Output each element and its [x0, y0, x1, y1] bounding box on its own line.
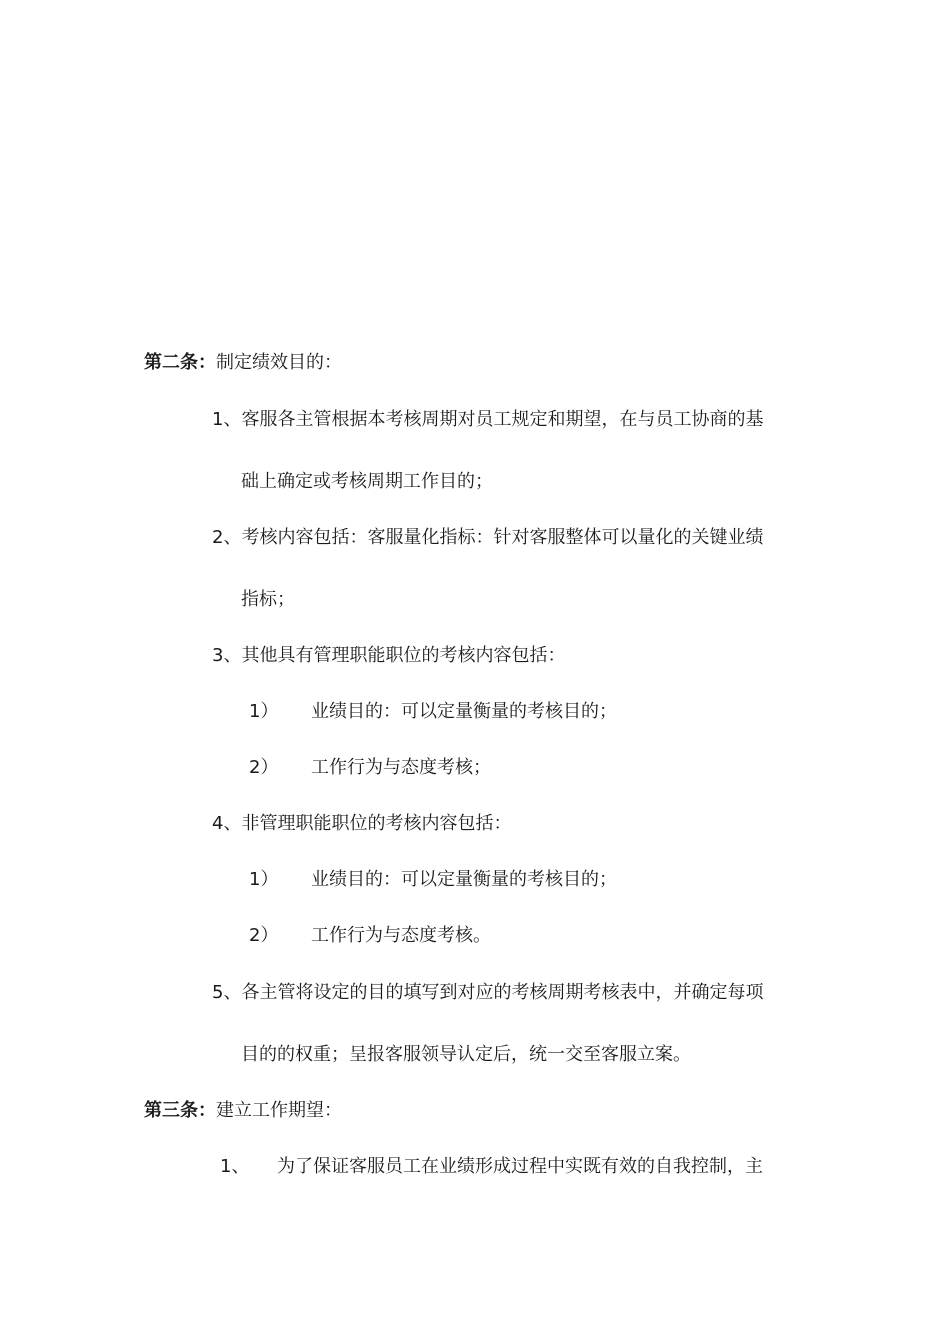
sub-list-item-number: 1）	[249, 701, 279, 722]
list-item-number: 4、	[212, 813, 242, 834]
sub-list-item-text: 工作行为与态度考核；	[311, 757, 491, 778]
list-item	[212, 526, 763, 550]
sub-list-item-text-line	[311, 924, 491, 948]
list-item-number: 3、	[212, 645, 242, 666]
article-3-title: 建立工作期望：	[216, 1100, 342, 1121]
list-item-continuation	[241, 588, 295, 612]
sub-list-item-text: 工作行为与态度考核。	[311, 925, 491, 946]
list-item-number: 1、	[212, 409, 242, 430]
list-item-text: 各主管将设定的目的填写到对应的考核周期考核表中，并确定每项	[241, 982, 764, 1003]
list-item-number: 5、	[212, 982, 242, 1003]
list-item-text: 非管理职能职位的考核内容包括：	[241, 813, 512, 834]
sub-list-item	[249, 700, 278, 724]
list-item-number: 2、	[212, 527, 242, 548]
list-item-text: 为了保证客服员工在业绩形成过程中实既有效的自我控制，主	[277, 1156, 763, 1177]
article-2-title: 制定绩效目的：	[216, 352, 342, 373]
list-item-number: 1、	[220, 1156, 250, 1177]
list-item-continuation	[241, 470, 493, 494]
list-item-continuation	[241, 1043, 691, 1067]
list-item	[212, 812, 511, 836]
sub-list-item	[249, 756, 278, 780]
sub-list-item-number: 1）	[249, 869, 279, 890]
sub-list-item-number: 2）	[249, 757, 279, 778]
article-3-heading-line	[144, 1099, 342, 1123]
article-2-heading-line	[144, 351, 342, 375]
list-item-text: 客服各主管根据本考核周期对员工规定和期望，在与员工协商的基	[241, 409, 764, 430]
list-item	[220, 1155, 249, 1179]
list-item-text: 其他具有管理职能职位的考核内容包括：	[241, 645, 566, 666]
list-item	[212, 408, 763, 432]
list-item-text-line	[277, 1155, 763, 1179]
list-item-text: 考核内容包括：客服量化指标：针对客服整体可以量化的关键业绩	[241, 527, 764, 548]
sub-list-item-text-line	[311, 868, 617, 892]
list-item-text: 础上确定或考核周期工作目的；	[241, 471, 493, 492]
list-item-text: 目的的权重；呈报客服领导认定后，统一交至客服立案。	[241, 1044, 691, 1065]
list-item	[212, 644, 565, 668]
list-item	[212, 981, 763, 1005]
article-3-label: 第三条：	[144, 1100, 216, 1121]
article-2-label: 第二条：	[144, 352, 216, 373]
list-item-text: 指标；	[241, 589, 295, 610]
sub-list-item	[249, 924, 278, 948]
sub-list-item-number: 2）	[249, 925, 279, 946]
sub-list-item-text: 业绩目的：可以定量衡量的考核目的；	[311, 869, 617, 890]
sub-list-item-text-line	[311, 700, 617, 724]
sub-list-item-text-line	[311, 756, 491, 780]
sub-list-item-text: 业绩目的：可以定量衡量的考核目的；	[311, 701, 617, 722]
sub-list-item	[249, 868, 278, 892]
